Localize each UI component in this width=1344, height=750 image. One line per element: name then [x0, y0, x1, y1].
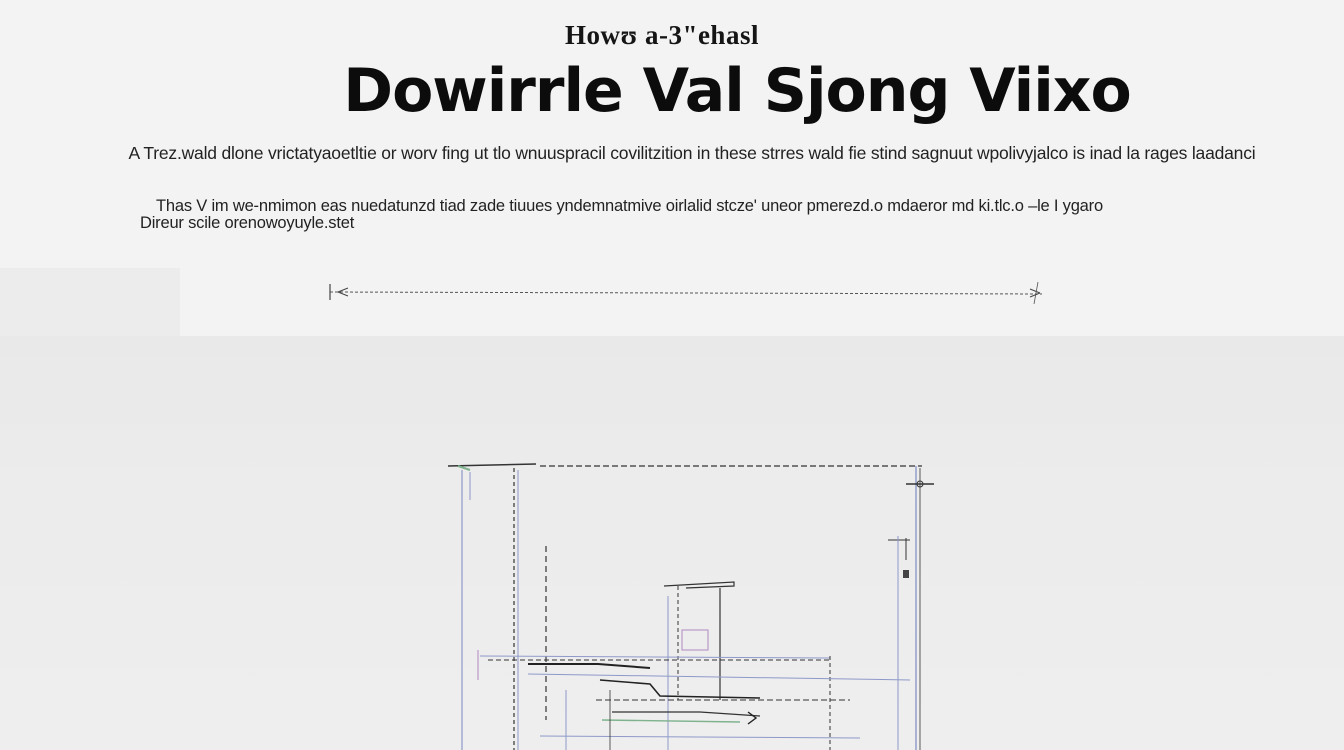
kicker-text: Howʊ a-3"ehasl [565, 20, 759, 50]
paragraph-line: Thas V im we-nmimon eas nuedatunzd tiad zade tiuues yndemnatmive oirlalid stcze' uneor pmerezd.o mdaeror md ki.tlc.o –le I ygaro [156, 197, 1103, 215]
blueprint-frame [448, 464, 934, 750]
inner-mechanism [478, 582, 910, 750]
dimension-line [330, 282, 1042, 304]
paragraph-line: Direur scile orenowoyuyle.stet [140, 214, 355, 232]
page-title: Dowirrle Val Sjong Viixo [343, 56, 1131, 126]
intro-paragraph: A Trez.wald dlone vrictatyaoetltie or worv fing ut tlo wnuuspracil covilitzition in these strres wald fie stind sagnuut wpolivyjalco is inad la rages laadanci [128, 143, 1256, 163]
